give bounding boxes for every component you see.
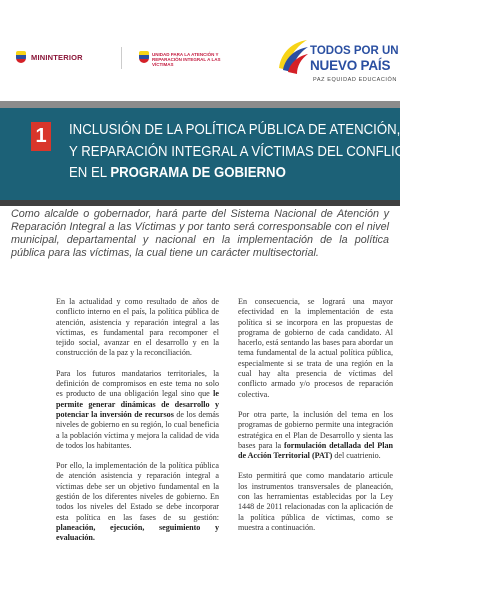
intro-paragraph: Como alcalde o gobernador, hará parte del Sistema Nacional de Atención y Reparación Integral a las Víctimas y por tanto será corresponsable con el nivel municipal, departamental y nacional en la implementación de la política pública para las víctimas, la cual tiene un carácter multisectorial. [11, 208, 389, 259]
mininterior-logo: MININTERIOR [31, 53, 83, 62]
brand-tagline: PAZ EQUIDAD EDUCACIÓN [313, 77, 398, 83]
bold-text: le permite generar dinámicas de desarrollo y potenciar la inversión de recursos [56, 389, 219, 419]
title-line-3 [69, 162, 421, 184]
victims-unit-logo: UNIDAD PARA LA ATENCIÓN Y REPARACIÓN INTEGRAL A LAS VÍCTIMAS [152, 52, 221, 67]
section-number: 1 [31, 122, 51, 151]
right-column [238, 297, 393, 543]
colombia-shield-icon [16, 51, 26, 63]
title-line-1: INCLUSIÓN DE LA POLÍTICA PÚBLICA DE ATENCIÓN, ASISTENCIA [69, 121, 482, 138]
left-column [56, 297, 219, 554]
brand-line-1: TODOS POR UN [310, 45, 399, 57]
section-banner [0, 108, 483, 200]
bold-text: formulación detallada del Plan de Acción Territorial (PAT) [238, 440, 393, 461]
section-title [69, 119, 483, 184]
paragraph [56, 461, 219, 543]
text: Por otra parte, la inclusión del tema en los programas de gobierno permite una integración estratégica en el Plan de Desarrollo y sienta las bases para la [238, 409, 393, 450]
text: Para los futuros mandatarios territoriales, la definición de compromisos en este tema no solo es producto de una obligación legal sino que [56, 368, 219, 399]
logo-divider [121, 47, 122, 69]
bold-text: planeación, ejecución, seguimiento y evaluación. [56, 522, 219, 543]
title-line-3-bold: PROGRAMA DE GOBIERNO [110, 164, 286, 181]
colombia-shield-icon [139, 51, 149, 63]
paragraph: En la actualidad y como resultado de años de conflicto interno en el país, la política pública de atención, asistencia y reparación integral a las víctimas, es fundamental para recomponer el tejido social, avanzar en el desarrollo y en la construcción de la paz y la reconciliación. [56, 297, 219, 358]
banner-bottom-stripe [0, 200, 400, 206]
paragraph: Esto permitirá que como mandatario articule los instrumentos transversales de planeación, con las herramientas establecidas por la Ley 1448 de 2011 relacionadas con la aplicación de la política pública de víctimas, como se muestra a continuación. [238, 471, 393, 532]
title-line-3-prefix: EN EL [69, 164, 111, 181]
title-line-2: Y REPARACIÓN INTEGRAL A VÍCTIMAS DEL CONFLICTO ARMADO [69, 142, 483, 160]
paragraph [56, 369, 219, 451]
banner-top-stripe [0, 101, 400, 108]
header-logos [0, 0, 400, 96]
paragraph: En consecuencia, se logrará una mayor efectividad en la implementación de esta política si se incorpora en las propuestas de programa de gobierno de cada candidato. Al hacerlo, está sentando las bases para abordar un tema fundamental de la actual política pública, especialmente si se trata de una región en la cual hay alta presencia de víctimas del conflicto armado y/o procesos de reparación colectiva. [238, 297, 393, 399]
brand-line-2: NUEVO PAÍS [310, 58, 391, 73]
brand-swoosh-icon [275, 38, 309, 78]
text: de los demás niveles de gobierno en su región, lo cual beneficia a la población víctima y mejora la calidad de vida de todos los habitantes. [56, 409, 219, 450]
todos-por-un-nuevo-pais-logo [275, 36, 399, 86]
text: del cuatrienio. [332, 451, 381, 461]
text: Por ello, la implementación de la política pública de atención asistencia y reparación integral a víctimas debe ser un objetivo fundamental en la gestión de los diferentes niveles de gobierno. En todos los niveles del Estado se debe incorporar esta política en las fases de su gestión: [56, 461, 219, 522]
paragraph [238, 410, 393, 461]
